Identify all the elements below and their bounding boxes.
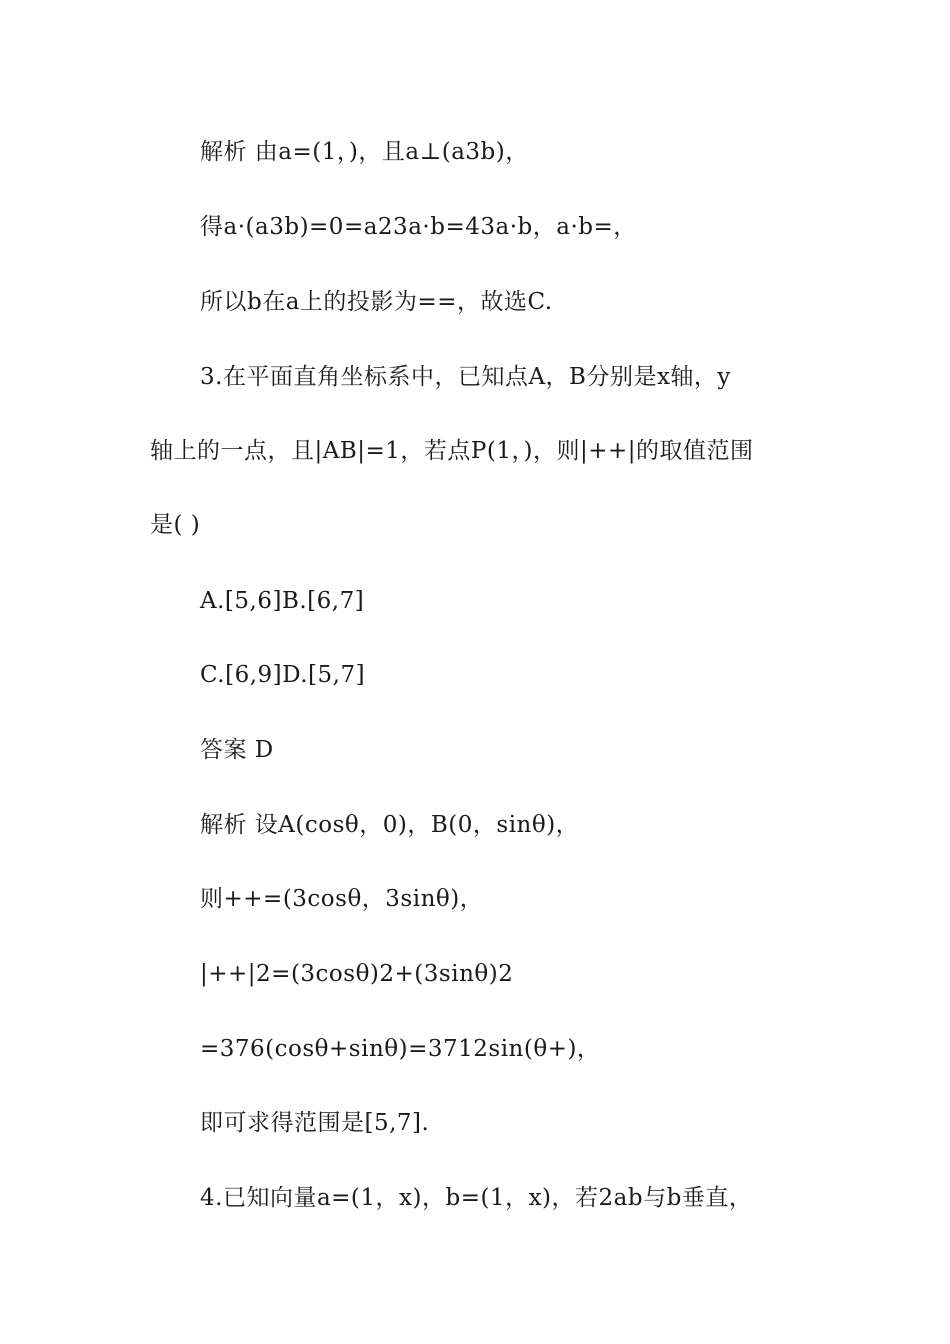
solution-line-1: 解析 由a=(1，)，且a⊥(a3b)， [200,139,529,165]
analysis-line-1: 解析 设A(cosθ，0)，B(0，sinθ)， [200,812,580,838]
analysis-line-4: =376(cosθ+sinθ)=3712sin(θ+)， [200,1036,601,1062]
analysis-line-2: 则++=(3cosθ，3sinθ)， [200,886,484,912]
analysis-line-5: 即可求得范围是[5,7]. [200,1110,430,1136]
question-3-line-1: 3.在平面直角坐标系中，已知点A，B分别是x轴，y [200,364,731,390]
answer-line: 答案 D [200,737,274,763]
solution-line-3: 所以b在a上的投影为==，故选C. [200,289,553,315]
question-3-options-ab: A.[5,6]B.[6,7] [200,588,365,614]
question-3-line-2: 轴上的一点，且|AB|=1，若点P(1，)，则|++|的取值范围 [150,438,754,464]
question-3-line-3: 是( ) [150,512,201,538]
question-3-options-cd: C.[6,9]D.[5,7] [200,662,366,688]
question-4-line-1: 4.已知向量a=(1，x)，b=(1，x)，若2ab与b垂直， [200,1185,753,1211]
solution-line-2: 得a·(a3b)=0=a23a·b=43a·b，a·b=， [200,214,637,240]
analysis-line-3: |++|2=(3cosθ)2+(3sinθ)2 [200,961,514,987]
